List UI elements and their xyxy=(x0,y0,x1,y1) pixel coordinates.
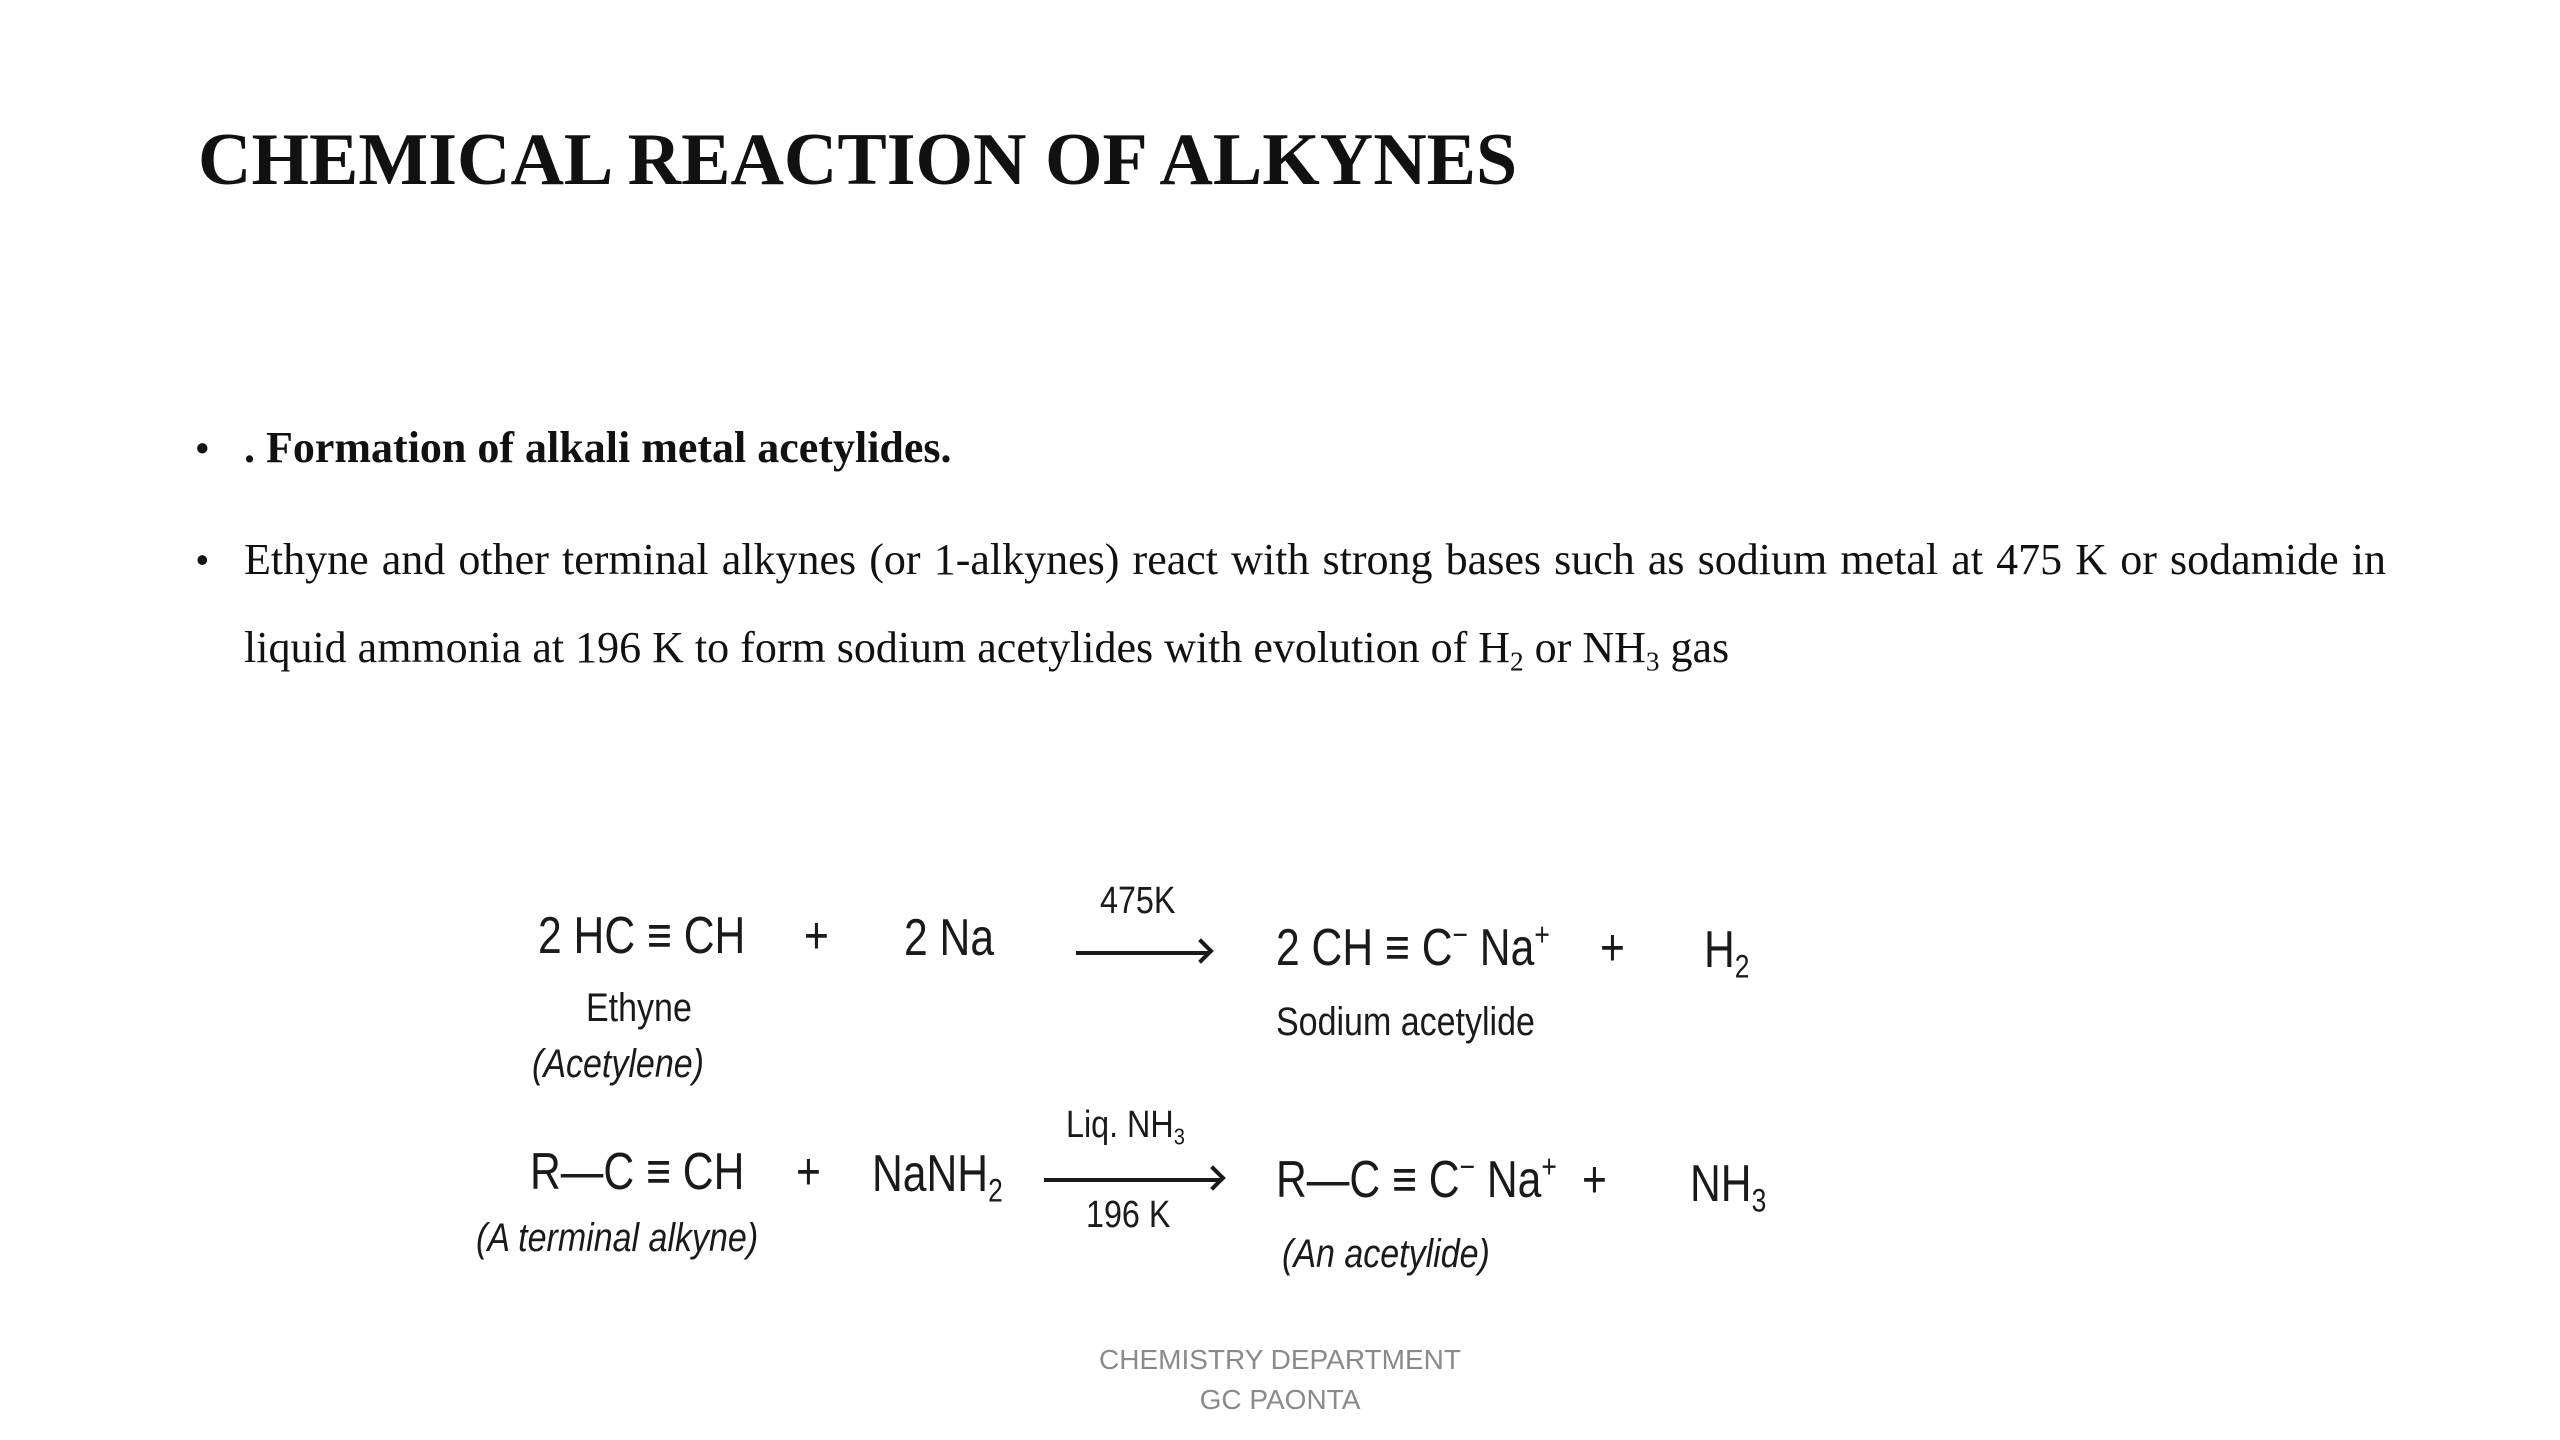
r2-reaction-arrow xyxy=(1044,1178,1220,1182)
r2-product-ammonia: $NH_3$ xyxy=(1690,1155,1767,1219)
r1-label-ethyne: Ethyne xyxy=(586,986,692,1030)
bullet-dot-icon: • xyxy=(196,427,209,468)
bullet-description-or: or NH xyxy=(1523,623,1646,672)
r1-reaction-arrow xyxy=(1076,951,1208,955)
r1-reactant-sodium: 2 Na xyxy=(904,909,995,967)
r2-plus-2: + xyxy=(1582,1151,1607,1209)
r1-reactant-ethyne: 2 HC ≡ CH xyxy=(538,907,746,965)
bullet-description-text: Ethyne and other terminal alkynes (or 1-alkynes) react with strong bases such as sodium metal at 475 K or sodamide in liquid ammonia at 196 K to form sodium acetylides with evolution of H xyxy=(244,535,2386,672)
bullet-list xyxy=(196,408,2386,692)
slide-footer xyxy=(0,1340,2560,1420)
slide-title: CHEMICAL REACTION OF ALKYNES xyxy=(198,119,1518,201)
r1-product-acetylide: 2 CH ≡ C− Na+ xyxy=(1276,916,1550,977)
bullet-heading-text: . Formation of alkali metal acetylides. xyxy=(244,423,952,472)
r2-reactant-sodamide: NaNH$_2$ xyxy=(872,1145,1003,1209)
r2-condition-temp: 196 K xyxy=(1086,1194,1171,1236)
footer-college: GC PAONTA xyxy=(1199,1384,1361,1415)
r1-plus-1: + xyxy=(804,907,829,965)
bullet-item-heading xyxy=(196,408,2386,488)
bullet-dot-icon: • xyxy=(196,539,209,580)
r2-condition-liquid-ammonia: Liq. $NH_3$ xyxy=(1066,1104,1185,1150)
bullet-item-description xyxy=(196,516,2386,692)
r1-label-sodium-acetylide: Sodium acetylide xyxy=(1276,1000,1535,1044)
r2-product-acetylide: R—C ≡ C− Na+ xyxy=(1276,1148,1557,1209)
r2-label-acetylide: (An acetylide) xyxy=(1282,1232,1490,1276)
r1-plus-2: + xyxy=(1600,919,1625,977)
r1-condition-temp: 475K xyxy=(1100,880,1176,922)
r1-product-hydrogen: $H_2$ xyxy=(1704,921,1750,985)
footer-department: CHEMISTRY DEPARTMENT xyxy=(1099,1344,1461,1375)
bullet-description-gas: gas xyxy=(1659,623,1730,672)
r2-label-terminal-alkyne: (A terminal alkyne) xyxy=(476,1216,759,1260)
r2-reactant-alkyne: R—C ≡ CH xyxy=(530,1143,745,1201)
r2-plus-1: + xyxy=(796,1143,821,1201)
subscript-nh3: 3 xyxy=(1645,646,1660,677)
r1-label-acetylene: (Acetylene) xyxy=(532,1042,704,1086)
subscript-h2: 2 xyxy=(1510,646,1524,677)
